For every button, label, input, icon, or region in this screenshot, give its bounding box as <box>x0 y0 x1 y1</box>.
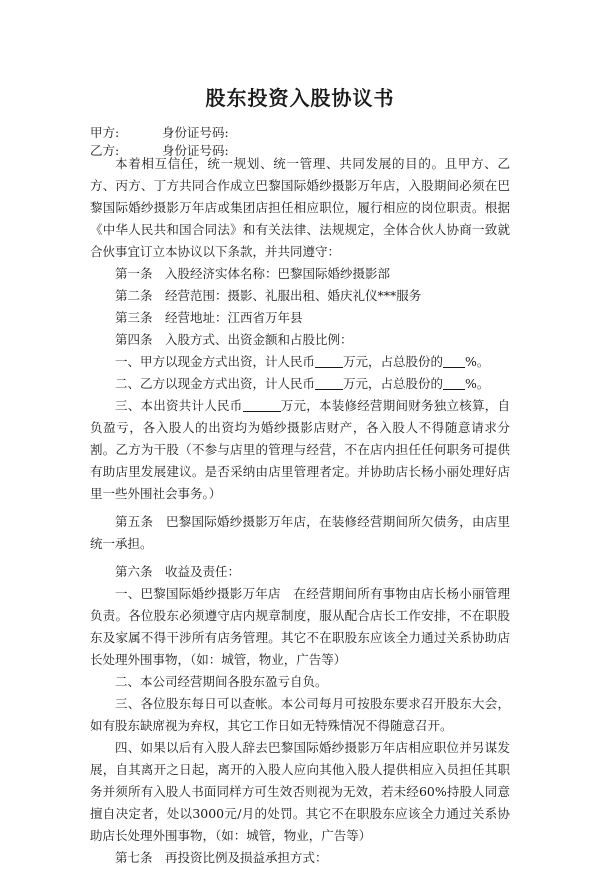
article-6-item-1: 一、巴黎国际婚纱摄影万年店 在经营期间所有事物由店长杨小丽管理负责。各位股东必须遵守店内规章制度，服从配合店长工作安排，不在职股东及家属不得干涉所有店务管理。其它不在职股东应该全力通过关系协助店长处理外围事物，（如：城管，物业，广告等） <box>90 586 510 667</box>
party-a-label: 甲方: <box>90 125 120 140</box>
percent-blank <box>443 375 465 390</box>
article-6-item-2: 二、本公司经营期间各股东盈亏自负。 <box>115 674 328 689</box>
article-6-item-3: 三、各位股东每日可以查帐。本公司每月可按股东要求召开股东大会，如有股东缺席视为弃权，其它工作日如无特殊情况不得随意召开。 <box>90 696 510 733</box>
amount-blank <box>315 353 343 368</box>
article-1: 第一条 入股经济实体名称：巴黎国际婚纱摄影部 <box>115 266 391 281</box>
article-6: 第六条 收益及责任： <box>115 564 241 579</box>
article-6-item-4: 四、如果以后有入股人辞去巴黎国际婚纱摄影万年店相应职位并另谋发展，自其离开之日起，离开的入股人应向其他入股人提供相应入员担任其职务并须所有入股人书面同样方可生效否则视为无效，若未经60%持股人同意擅自决定者，处以3000元/月的处罚。其它不在职股东应该全力通过关系协助店长处理外围事物，（如：城管，物业，广告等） <box>90 740 510 843</box>
article-5: 第五条 巴黎国际婚纱摄影万年店，在装修经营期间所欠债务，由店里统一承担。 <box>90 514 510 551</box>
party-b-id-label: 身份证号码: <box>162 143 229 158</box>
percent-blank <box>443 353 465 368</box>
article-4: 第四条 入股方式、出资金额和占股比例： <box>115 332 353 347</box>
party-a-line <box>90 123 229 141</box>
article-7: 第七条 再投资比例及损益承担方式： <box>115 850 328 865</box>
article-4-item-2: 二、乙方以现金方式出资，计人民币 万元，占总股份的 %。 <box>115 376 490 391</box>
total-amount-blank <box>243 397 281 412</box>
article-4-item-1: 一、甲方以现金方式出资，计人民币 万元，占总股份的 %。 <box>115 354 490 369</box>
document-title: 股东投资入股协议书 <box>205 86 395 110</box>
article-3: 第三条 经营地址：江西省万年县 <box>115 310 303 325</box>
article-2: 第二条 经营范围：摄影、礼服出租、婚庆礼仪***服务 <box>115 288 422 303</box>
preamble-paragraph: 本着相互信任，统一规划、统一管理、共同发展的目的。且甲方、乙方、丙方、丁方共同合作成立巴黎国际婚纱摄影万年店，入股期间必须在巴黎国际婚纱摄影万年店或集团店担任相应职位，履行相应的岗位职责。根据《中华人民共和国合同法》和有关法律、法规规定，全体合伙人协商一致就合伙事宜订立本协议以下条款，并共同遵守： <box>90 156 510 259</box>
agreement-body <box>90 153 510 869</box>
party-a-id-label: 身份证号码: <box>162 125 229 140</box>
amount-blank <box>315 375 343 390</box>
article-4-item-3: 三、本出资共计人民币 万元，本装修经营期间财务独立核算，自负盈亏，各入股人的出资均为婚纱摄影店财产，各入股人不得随意请求分割。乙方为干股（不参与店里的管理与经营，不在店内担任任何职务可提供有助店里发展建议。是否采纳由店里管理者定。并协助店长杨小丽处理好店里一些外围社会事务。） <box>90 398 510 501</box>
party-b-label: 乙方: <box>90 143 120 158</box>
